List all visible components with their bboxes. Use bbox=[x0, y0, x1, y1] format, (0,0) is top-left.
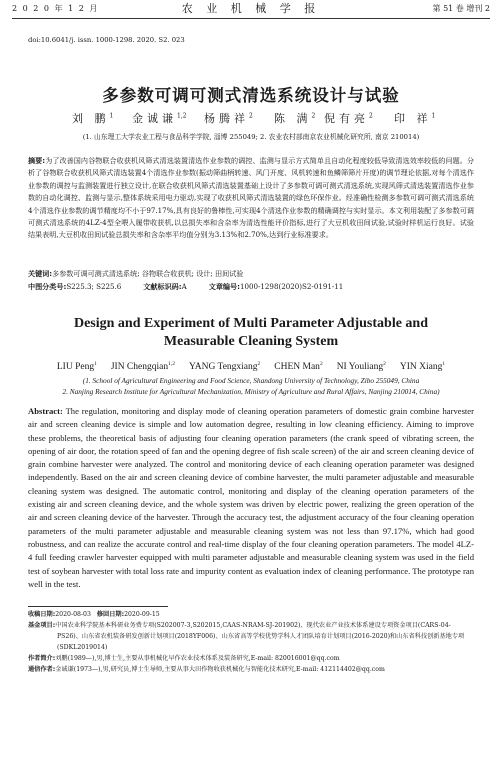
classification-line bbox=[28, 281, 474, 293]
abstract-text: 为了改善国内谷物联合收获机风筛式清选装置清选作业参数的调控、监测与显示方式简单且自动化程度较低导致清选效率较低的问题。分析了谷物联合收获机风筛式清选装置4个清选作业参数(振动筛曲柄转速、风门开度、风机转速和鱼鳞筛筛片开度)的调节理论依据,对每个清选作业参数的调控与监测装置进行独立设计,在联合收获机风筛式清选装置基础上设计了多参数可调可测式清选系统,实现风筛式清选装置清选作业参数的自动化调控、监测与显示,整体系统采用电力驱动,实现了收获机风筛式清选装置的绿色环保作业。经准确性检测多参数可调可测式清选系统4个清选作业参数的调节精度均不小于97.17%,具有良好的鲁棒性,可实现4个清选作业参数的精确调控与实时显示。本文利用装配了多参数可调可测式清选系统的4LZ-4型全喂入履带收获机,以总损失率和含杂率为清选性能评价指标,进行了大豆机收田间试验,试验时样机运行良好。试验结果表明,大豆机收田间试验总损失率和含杂率平均值分别为3.13%和2.70%,达到行业标准要求。 bbox=[28, 156, 474, 240]
keywords-label: 关键词: bbox=[28, 269, 53, 278]
author: 金诚谦$^{1,2}$ bbox=[132, 112, 187, 125]
author: 陈 满$^2$ bbox=[274, 112, 316, 125]
corresponding-author: 通信作者:金诚谦(1973—),男,研究员,博士生导师,主要从事大田作物收获机械化与智能化技术研究,E-mail: 412114402@qq.com bbox=[28, 666, 385, 673]
footnote-rule bbox=[28, 606, 168, 607]
affiliation-line: 2. Nanjing Research Institute for Agricultural Mechanization, Ministry of Agriculture and Rural Affairs, Nanjing 210014, China) bbox=[62, 387, 440, 396]
english-title-line: Design and Experiment of Multi Parameter Adjustable and bbox=[73, 316, 428, 331]
abstract-text: The regulation, monitoring and display mode of cleaning operation parameters of domestic grain combine harvester air and screen cleaning device is simple and low automation degree, resulting in low cleaning efficiency. Aiming to improve these problems, the theoretical basis of adjusting four cleaning operation parameters (the crank speed of vibrating screen, the opening of air door, the rotation speed of fan and the opening degree of fish scale screen) of the air and screen cleaning device of grain combine harvester were analyzed. The control and monitoring device of each cleaning operation parameter was designed independently. Based on the air and screen cleaning device of combine harvester, the multi parameter adjustable and measurable cleaning system was designed. The automatic control, monitoring and display of the cleaning operation parameters of the existing air and screen cleaning device, and the whole system was driven by electric power, realizing the green operation of the air and screen cleaning device of the harvester. Through the accuracy test, the adjustment accuracy of the four cleaning operation parameters of the multi parameter adjustable and measurable cleaning system was not less than 97.17%, which had good robustness, and can realize the accurate control and real-time display of the four cleaning operation parameters. The model 4LZ-4 full feeding crawler harvester equipped with multi parameter adjustable and measurable cleaning system was used in the field test of soybean harvester with total loss rate and impurity content as evaluation index of cleaning performance. The prototype ran well in the test. bbox=[28, 406, 474, 589]
funding-note: 基金项目:中国农业科学院基本科研业务费专项(S202007-3,S202015,CAAS-NRAM-SJ-201902)、现代农业产业技术体系建设专项资金项目(CARS-04-PS26)、山东省农机装备研发创新计划项目(2018YF006)、山东省高等学校优势学科人才团队培育计划项目(2016-2020)和山东省科技创新基地专项(SDKL2019014) bbox=[28, 622, 465, 651]
english-abstract bbox=[28, 405, 474, 591]
author: CHEN Man$^2$ bbox=[274, 361, 323, 373]
chinese-authors bbox=[0, 110, 502, 126]
english-affiliation bbox=[8, 375, 494, 397]
doi[interactable]: doi:10.6041/j. issn. 1000-1298. 2020. S2. 023 bbox=[28, 36, 185, 44]
chinese-title: 多参数可调可测式清选系统设计与试验 bbox=[102, 86, 400, 105]
header-rule bbox=[12, 18, 490, 19]
author: JIN Chengqian$^{1,2}$ bbox=[110, 361, 175, 373]
author: YANG Tengxiang$^2$ bbox=[188, 361, 261, 373]
affiliation-line: (1. School of Agricultural Engineering and Food Science, Shandong University of Technology, Zibo 255049, China bbox=[82, 376, 420, 385]
author: 刘 鹏$^1$ bbox=[72, 112, 114, 125]
chinese-abstract bbox=[28, 155, 474, 242]
english-title bbox=[0, 315, 502, 351]
journal-name: 农 业 机 械 学 报 bbox=[181, 2, 321, 15]
received-dates: 收稿日期:2020-08-03 修回日期:2020-09-15 bbox=[28, 611, 160, 618]
author: 杨腾祥$^2$ bbox=[204, 112, 253, 125]
author: 印 祥$^1$ bbox=[394, 112, 436, 125]
english-authors bbox=[0, 361, 502, 372]
document-code: 文献标识码:A bbox=[143, 282, 187, 291]
author-bio: 作者简介:刘鹏(1989—),男,博士生,主要从事机械化早作农业技术体系及装备研究,E-mail: 820016001@qq.com bbox=[28, 655, 340, 662]
chinese-keywords bbox=[28, 268, 474, 280]
volume-info: 第 51 卷 增刊 2 bbox=[432, 4, 490, 13]
chinese-affiliation: (1. 山东理工大学农业工程与食品科学学院, 淄博 255049; 2. 农业农村部南京农业机械化研究所, 南京 210014) bbox=[82, 133, 420, 141]
abstract-label: Abstract: bbox=[28, 406, 63, 416]
author: NI Youliang$^2$ bbox=[336, 361, 386, 373]
article-id: 文章编号:1000-1298(2020)S2-0191-11 bbox=[208, 282, 344, 291]
clc-number: 中图分类号:S225.3; S225.6 bbox=[28, 282, 122, 291]
author: 倪有亮$^2$ bbox=[324, 112, 373, 125]
abstract-label: 摘要: bbox=[28, 156, 46, 165]
keywords-text: 多参数可调可测式清选系统; 谷物联合收获机; 设计; 田间试验 bbox=[52, 269, 244, 278]
issue-date: 2 0 2 0 年 1 2 月 bbox=[12, 4, 99, 13]
author: YIN Xiang$^1$ bbox=[399, 361, 446, 373]
english-title-line: Measurable Cleaning System bbox=[163, 334, 339, 349]
author: LIU Peng$^1$ bbox=[56, 361, 97, 373]
